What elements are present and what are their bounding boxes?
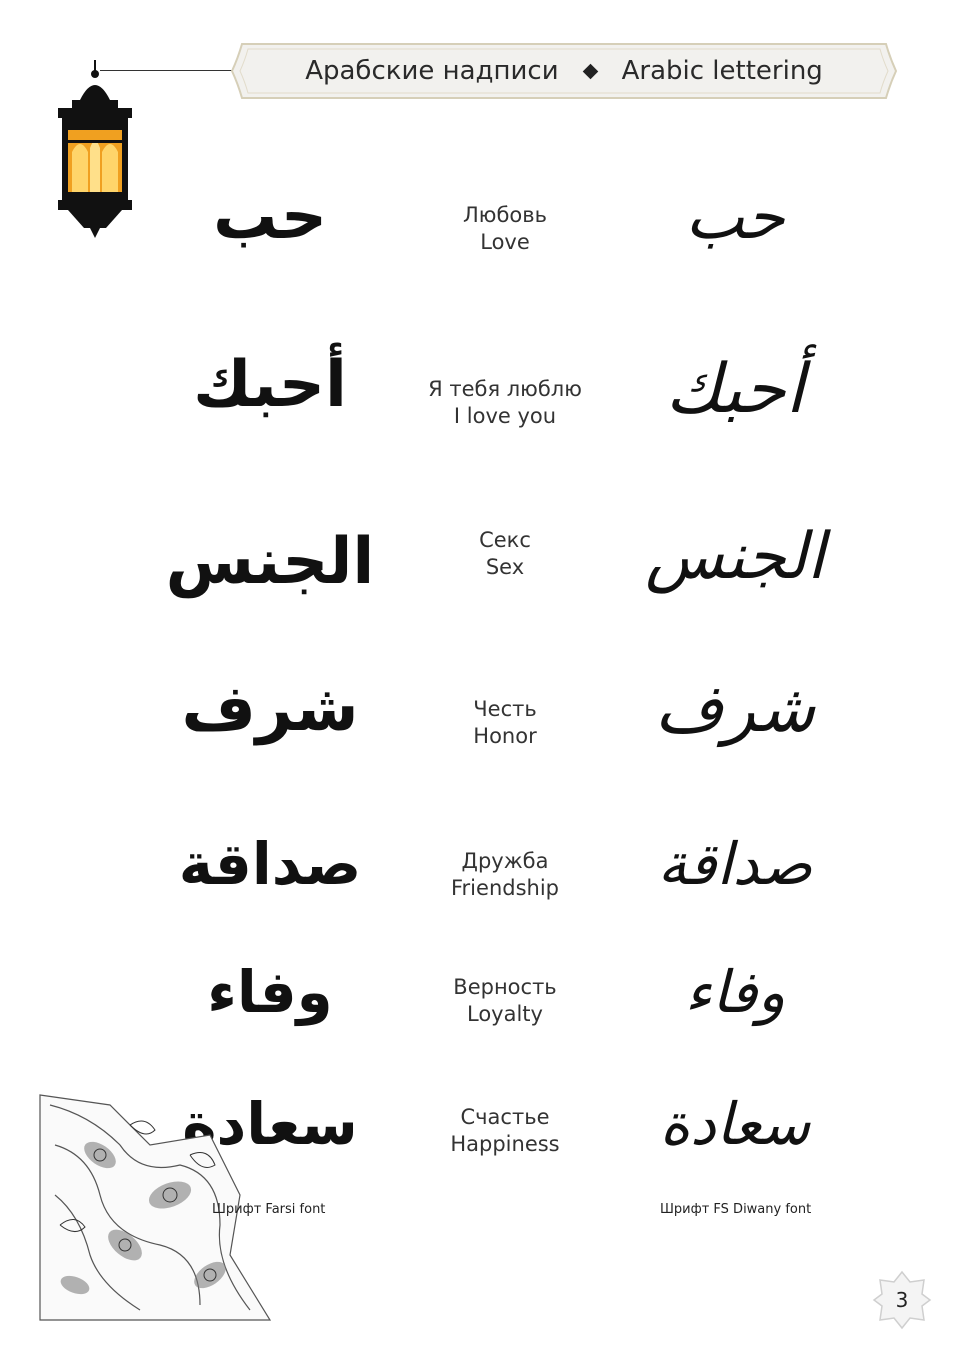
- label-friendship: [405, 848, 605, 902]
- lantern-icon: [50, 60, 140, 240]
- arabic-farsi-i-love-you: أحبك: [193, 348, 347, 422]
- label-ru: Секс: [479, 528, 531, 552]
- font-note-diwany: Шрифт FS Diwany font: [660, 1202, 812, 1217]
- arabic-farsi-sex: الجنس: [165, 525, 375, 599]
- page-number: 3: [895, 1288, 909, 1312]
- label-happiness: [405, 1104, 605, 1158]
- label-love: [405, 202, 605, 256]
- label-en: Happiness: [450, 1132, 560, 1156]
- arabic-diwany-love: حب: [685, 180, 785, 253]
- page-number-badge: [872, 1270, 932, 1330]
- header-banner: [230, 42, 898, 100]
- label-i-love-you: [405, 376, 605, 430]
- label-ru: Счастье: [460, 1105, 550, 1129]
- label-en: I love you: [453, 404, 557, 428]
- page-title: [230, 42, 898, 100]
- arabic-diwany-happiness: سعادة: [659, 1090, 811, 1158]
- label-ru: Дружба: [461, 849, 549, 873]
- arabic-diwany-loyalty: وفاء: [684, 958, 786, 1026]
- arabic-farsi-friendship: صداقة: [178, 830, 362, 898]
- label-en: Sex: [485, 555, 525, 579]
- diamond-separator-icon: [582, 63, 598, 79]
- label-en: Friendship: [451, 876, 559, 900]
- label-honor: [405, 696, 605, 750]
- label-ru: Честь: [473, 697, 537, 721]
- label-loyalty: [405, 974, 605, 1028]
- label-ru: Верность: [453, 975, 557, 999]
- arabic-diwany-i-love-you: أحبك: [665, 350, 805, 429]
- label-en: Honor: [473, 724, 537, 748]
- arabic-farsi-love: حب: [213, 180, 327, 254]
- title-russian: Арабские надписи: [305, 56, 559, 86]
- label-en: Love: [480, 230, 530, 254]
- label-sex: [405, 527, 605, 581]
- font-note-farsi: Шрифт Farsi font: [212, 1202, 326, 1217]
- label-ru: Я тебя люблю: [428, 377, 582, 401]
- arabic-farsi-loyalty: وفاء: [207, 958, 333, 1026]
- arabic-farsi-happiness: سعادة: [182, 1090, 358, 1158]
- arabic-farsi-honor: شرف: [181, 672, 359, 746]
- label-ru: Любовь: [462, 203, 548, 227]
- title-english: Arabic lettering: [621, 56, 823, 86]
- arabic-diwany-sex: الجنس: [645, 520, 825, 594]
- arabic-diwany-friendship: صداقة: [657, 830, 813, 898]
- label-en: Loyalty: [467, 1002, 543, 1026]
- arabic-diwany-honor: شرف: [654, 670, 816, 747]
